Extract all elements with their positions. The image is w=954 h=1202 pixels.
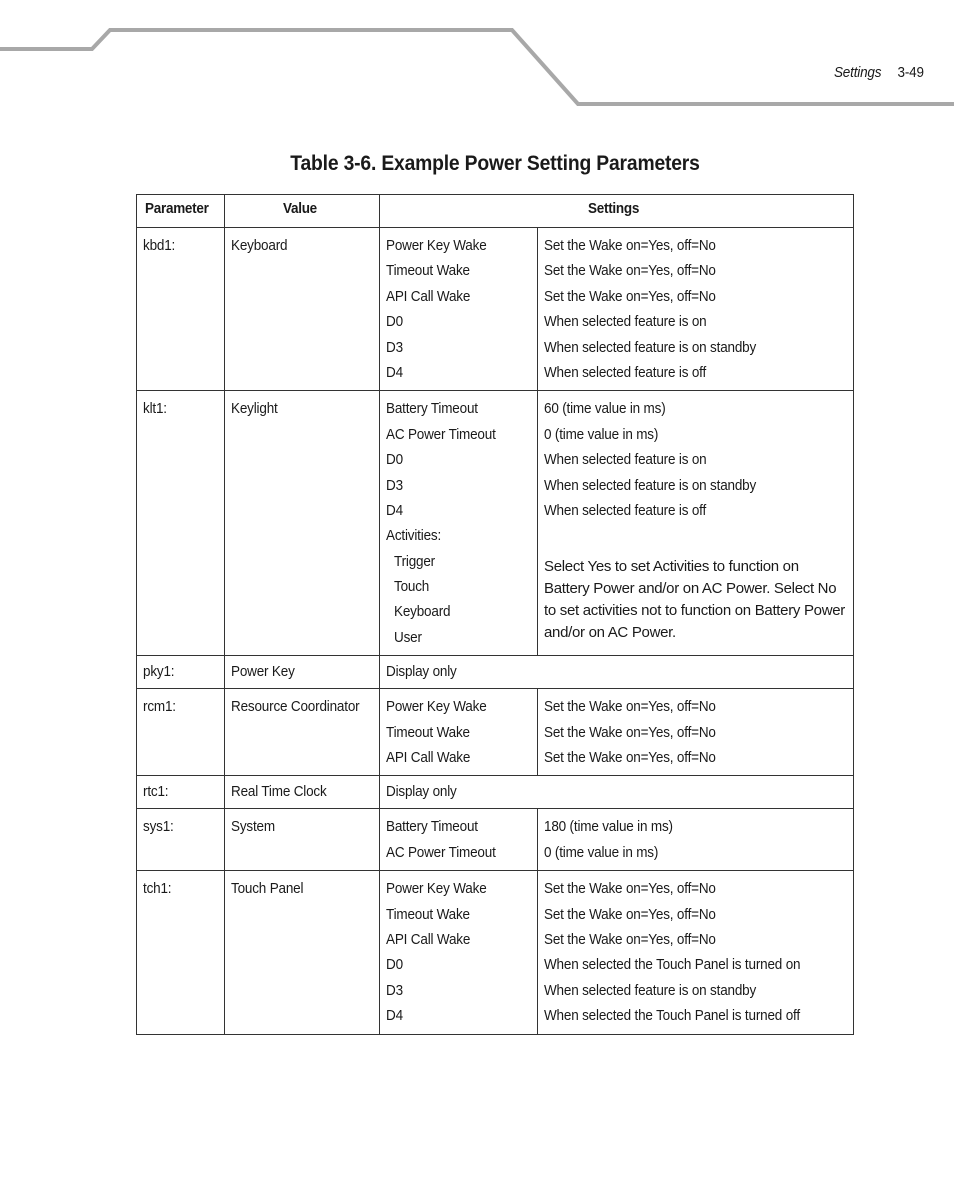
activities-note: Select Yes to set Activities to function on Battery Power and/or on AC Power. Select No to set activities not to function on Battery Power and/or on AC Power. — [544, 558, 845, 642]
display-only-cell: Display only — [380, 656, 854, 689]
value-cell: System — [225, 809, 380, 871]
table-row — [137, 391, 854, 656]
setting-names-cell: Power Key Wake Timeout Wake API Call Wake — [380, 689, 538, 776]
header-value: Value — [225, 195, 380, 228]
parameter-cell: rcm1: — [137, 689, 225, 776]
setting-values-cell: Set the Wake on=Yes, off=No Set the Wake on=Yes, off=No Set the Wake on=Yes, off=No When selected the Touch Panel is turned on When selected feature is on standby When selected the Touch Panel is turned off — [538, 871, 854, 1034]
setting-names-cell: Power Key Wake Timeout Wake API Call Wake D0 D3 D4 — [380, 228, 538, 391]
parameter-cell: kbd1: — [137, 228, 225, 391]
value-cell: Real Time Clock — [225, 776, 380, 809]
setting-values-cell: 60 (time value in ms) 0 (time value in ms) When selected feature is on When selected feature is on standby When selected feature is off Select Yes to set Activities to function on Battery Power and/or on AC Power. Select No to set activities not to function on Battery Power and/or on AC Power. — [538, 391, 854, 656]
table-row — [137, 689, 854, 776]
parameter-cell: tch1: — [137, 871, 225, 1034]
setting-values-cell: Set the Wake on=Yes, off=No Set the Wake on=Yes, off=No Set the Wake on=Yes, off=No When selected feature is on When selected feature is on standby When selected feature is off — [538, 228, 854, 391]
power-settings-table — [136, 194, 854, 1035]
display-only-cell: Display only — [380, 776, 854, 809]
value-cell: Resource Coordinator — [225, 689, 380, 776]
parameter-cell: rtc1: — [137, 776, 225, 809]
running-head — [834, 64, 924, 81]
header-parameter: Parameter — [137, 195, 225, 228]
value-cell: Power Key — [225, 656, 380, 689]
table-header-row — [137, 195, 854, 228]
section-name: Settings — [834, 64, 882, 81]
setting-names-cell: Battery Timeout AC Power Timeout D0 D3 D4 Activities: Trigger Touch Keyboard User — [380, 391, 538, 656]
setting-values-cell: Set the Wake on=Yes, off=No Set the Wake on=Yes, off=No Set the Wake on=Yes, off=No — [538, 689, 854, 776]
setting-names-cell: Power Key Wake Timeout Wake API Call Wake D0 D3 D4 — [380, 871, 538, 1034]
value-cell: Keylight — [225, 391, 380, 656]
setting-values-cell: 180 (time value in ms) 0 (time value in ms) — [538, 809, 854, 871]
parameter-cell: klt1: — [137, 391, 225, 656]
setting-names-cell: Battery Timeout AC Power Timeout — [380, 809, 538, 871]
parameter-cell: pky1: — [137, 656, 225, 689]
table-row — [137, 656, 854, 689]
table-row — [137, 871, 854, 1034]
value-cell: Touch Panel — [225, 871, 380, 1034]
table-row — [137, 776, 854, 809]
header-rule — [0, 0, 954, 120]
table-title: Table 3-6. Example Power Setting Parameters — [290, 152, 700, 175]
parameter-cell: sys1: — [137, 809, 225, 871]
header-settings: Settings — [380, 195, 854, 228]
table-row — [137, 809, 854, 871]
page-number: 3-49 — [897, 64, 924, 81]
value-cell: Keyboard — [225, 228, 380, 391]
table-row — [137, 228, 854, 391]
